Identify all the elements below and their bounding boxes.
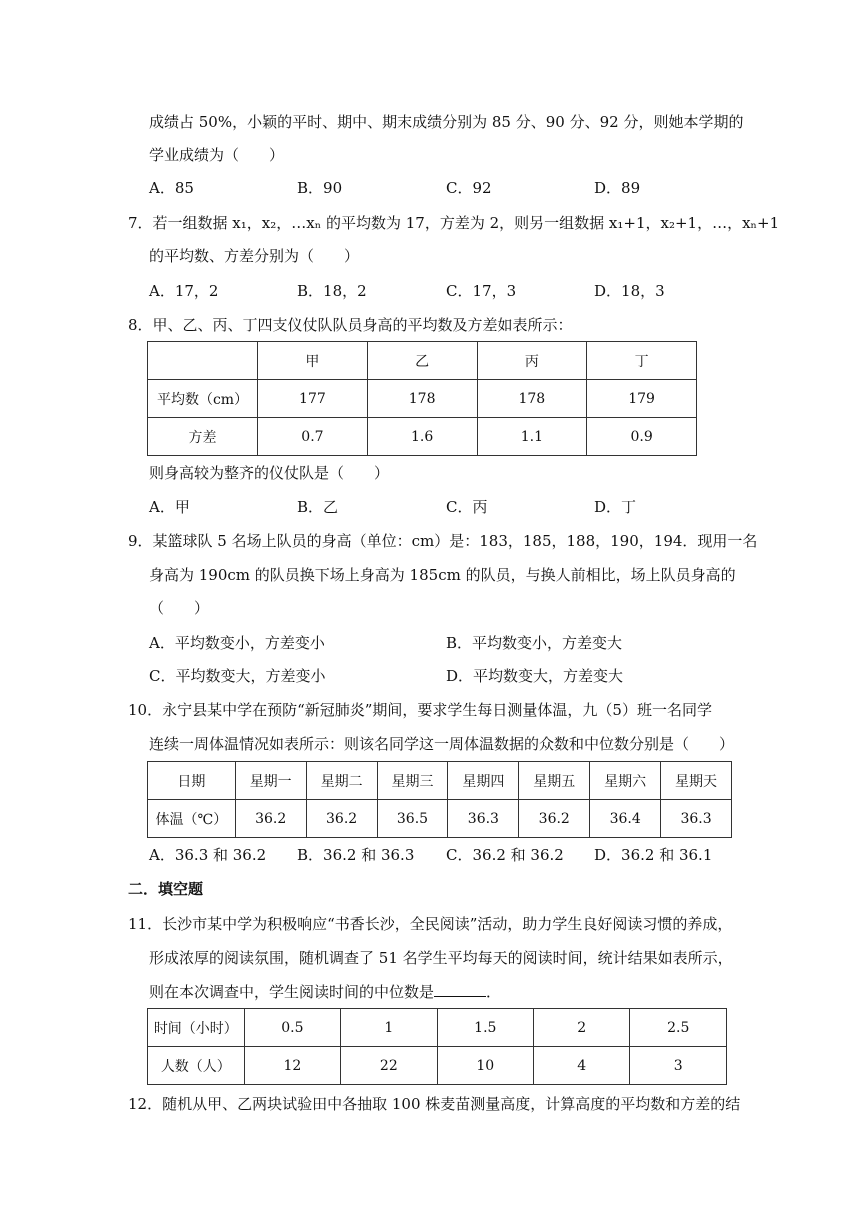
table-cell: 36.3	[448, 800, 519, 838]
q10-option-b: B．36.2 和 36.3	[297, 846, 415, 864]
q10-header-cell: 星期四	[448, 762, 519, 800]
q11-header-cell: 1	[341, 1009, 437, 1047]
table-cell: 36.2	[306, 800, 377, 838]
table-cell: 36.3	[661, 800, 732, 838]
q8-row-label: 平均数（cm）	[148, 380, 258, 418]
q11-header-cell: 0.5	[244, 1009, 340, 1047]
table-row	[148, 380, 697, 418]
q8-header-blank	[148, 342, 258, 380]
q7-line1: 7．若一组数据 x₁，x₂，…xₙ 的平均数为 17，方差为 2，则另一组数据 x₁+1，x₂+1，…，xₙ+1	[128, 214, 780, 232]
q8-option-c: C．丙	[446, 498, 488, 516]
q10-header-cell: 星期一	[235, 762, 306, 800]
table-cell: 12	[244, 1047, 340, 1085]
q11-header-cell: 2	[534, 1009, 630, 1047]
table-cell: 179	[587, 380, 697, 418]
table-cell: 36.2	[235, 800, 306, 838]
q9-option-d: D．平均数变大，方差变大	[446, 667, 624, 685]
q8-option-a: A．甲	[149, 498, 190, 516]
q6-option-b: B．90	[297, 179, 343, 197]
q10-header-cell: 星期五	[519, 762, 590, 800]
table-cell: 177	[258, 380, 368, 418]
table-row	[148, 762, 732, 800]
table-cell: 3	[630, 1047, 727, 1085]
q9-line2: 身高为 190cm 的队员换下场上身高为 185cm 的队员，与换人前相比，场上队员身高的	[149, 566, 736, 584]
table-cell: 178	[367, 380, 477, 418]
q9-option-c: C．平均数变大，方差变小	[149, 667, 326, 685]
q10-header-cell: 星期二	[306, 762, 377, 800]
table-row	[148, 800, 732, 838]
q6-option-c: C．92	[446, 179, 492, 197]
table-cell: 36.5	[377, 800, 448, 838]
q8-line1: 8．甲、乙、丙、丁四支仪仗队队员身高的平均数及方差如表所示：	[128, 316, 573, 334]
table-row	[148, 1047, 727, 1085]
q11-line3-end: ．	[486, 983, 502, 1001]
q11-table	[147, 1008, 727, 1085]
q9-option-b: B．平均数变小，方差变大	[446, 634, 623, 652]
q11-header-cell: 1.5	[437, 1009, 533, 1047]
table-cell: 10	[437, 1047, 533, 1085]
q9-option-a: A．平均数变小，方差变小	[149, 634, 325, 652]
q8-row-label: 方差	[148, 418, 258, 456]
table-cell: 36.2	[519, 800, 590, 838]
q10-header-cell: 星期三	[377, 762, 448, 800]
table-row	[148, 342, 697, 380]
q10-option-c: C．36.2 和 36.2	[446, 846, 564, 864]
table-cell: 36.4	[590, 800, 661, 838]
q6-option-d: D．89	[594, 179, 641, 197]
q7-option-b: B．18，2	[297, 282, 367, 300]
q10-row-label: 体温（℃）	[148, 800, 236, 838]
q9-line1: 9．某篮球队 5 名场上队员的身高（单位：cm）是：183，185，188，190，194．现用一名	[128, 532, 758, 550]
q7-option-d: D．18，3	[594, 282, 665, 300]
q8-option-d: D．丁	[594, 498, 637, 516]
q8-header-bing: 丙	[477, 342, 587, 380]
answer-blank[interactable]	[434, 982, 486, 997]
q11-header-cell: 2.5	[630, 1009, 727, 1047]
table-cell: 0.9	[587, 418, 697, 456]
q10-option-d: D．36.2 和 36.1	[594, 846, 713, 864]
table-cell: 0.7	[258, 418, 368, 456]
q11-line3-text: 则在本次调查中，学生阅读时间的中位数是	[149, 983, 435, 1001]
q10-option-a: A．36.3 和 36.2	[149, 846, 267, 864]
table-cell: 22	[341, 1047, 437, 1085]
q12-line1: 12．随机从甲、乙两块试验田中各抽取 100 株麦苗测量高度，计算高度的平均数和方差的结	[128, 1095, 741, 1113]
q11-line3	[149, 982, 501, 1002]
q10-header-cell: 星期天	[661, 762, 732, 800]
q10-header-cell: 日期	[148, 762, 236, 800]
q11-line2: 形成浓厚的阅读氛围，随机调查了 51 名学生平均每天的阅读时间，统计结果如表所示，	[149, 949, 733, 967]
q6-line2: 学业成绩为（ ）	[149, 146, 285, 164]
table-cell: 1.6	[367, 418, 477, 456]
q8-table	[147, 341, 697, 456]
q7-option-a: A．17，2	[149, 282, 219, 300]
section-title: 二．填空题	[128, 880, 204, 898]
q8-header-ding: 丁	[587, 342, 697, 380]
q8-header-yi: 乙	[367, 342, 477, 380]
table-cell: 4	[534, 1047, 630, 1085]
q8-header-jia: 甲	[258, 342, 368, 380]
q11-header-cell: 时间（小时）	[148, 1009, 245, 1047]
q10-header-cell: 星期六	[590, 762, 661, 800]
table-row	[148, 1009, 727, 1047]
q6-line1: 成绩占 50%，小颖的平时、期中、期末成绩分别为 85 分、90 分、92 分，则她本学期的	[149, 113, 744, 131]
table-cell: 1.1	[477, 418, 587, 456]
table-cell: 178	[477, 380, 587, 418]
table-row	[148, 418, 697, 456]
q10-table	[147, 761, 732, 838]
q10-line2: 连续一周体温情况如表所示：则该名同学这一周体温数据的众数和中位数分别是（ ）	[149, 735, 735, 753]
q8-line2: 则身高较为整齐的仪仗队是（ ）	[149, 464, 390, 482]
q8-option-b: B．乙	[297, 498, 339, 516]
q7-line2: 的平均数、方差分别为（ ）	[149, 247, 360, 265]
q11-row-label: 人数（人）	[148, 1047, 245, 1085]
q7-option-c: C．17，3	[446, 282, 517, 300]
q6-option-a: A．85	[149, 179, 194, 197]
q10-line1: 10．永宁县某中学在预防“新冠肺炎”期间，要求学生每日测量体温，九（5）班一名同学	[128, 701, 712, 719]
q9-line3: （ ）	[149, 599, 210, 617]
q11-line1: 11．长沙市某中学为积极响应“书香长沙，全民阅读”活动，助力学生良好阅读习惯的养成，	[128, 915, 733, 933]
